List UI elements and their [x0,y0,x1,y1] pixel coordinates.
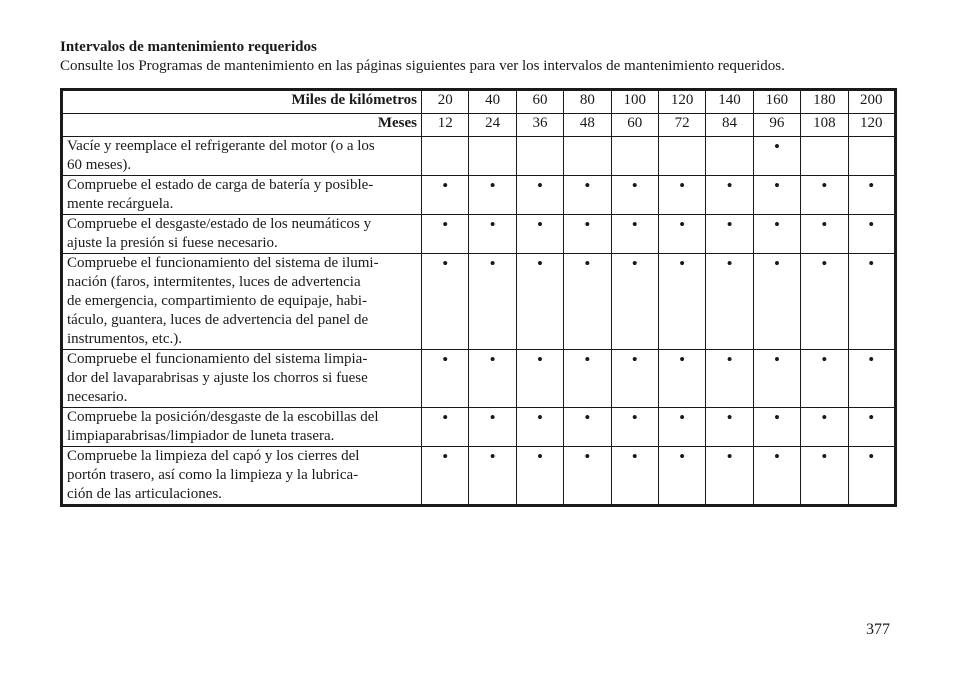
task-description [62,176,422,215]
task-description [62,215,422,254]
km-value: 120 [658,90,705,114]
month-value: 12 [422,114,469,137]
interval-mark: • [469,215,516,254]
interval-mark: • [658,447,705,506]
interval-empty [706,137,753,176]
interval-empty [422,137,469,176]
interval-mark: • [469,254,516,350]
km-value: 180 [801,90,848,114]
interval-mark: • [611,254,658,350]
interval-mark: • [706,408,753,447]
interval-mark: • [753,408,800,447]
interval-mark: • [422,176,469,215]
task-text-line: Compruebe la posición/desgaste de la escobillas del [67,409,379,425]
table-row [62,254,896,350]
task-text-line: Compruebe el funcionamiento del sistema de ilumi- [67,255,379,271]
interval-mark: • [516,176,563,215]
month-value: 60 [611,114,658,137]
interval-mark: • [564,254,611,350]
interval-mark: • [422,447,469,506]
task-text-line: Compruebe la limpieza del capó y los cierres del [67,448,360,464]
interval-mark: • [658,350,705,408]
task-text-line: Compruebe el funcionamiento del sistema limpia- [67,351,368,367]
interval-mark: • [611,447,658,506]
task-text-line: limpiaparabrisas/limpiador de luneta trasera. [67,428,335,444]
task-description [62,447,422,506]
interval-mark: • [611,215,658,254]
interval-mark: • [516,350,563,408]
interval-mark: • [848,176,895,215]
km-value: 20 [422,90,469,114]
task-description [62,350,422,408]
interval-mark: • [516,408,563,447]
interval-mark: • [753,215,800,254]
interval-mark: • [706,447,753,506]
interval-mark: • [564,408,611,447]
month-value: 48 [564,114,611,137]
interval-mark: • [422,350,469,408]
task-text-line: 60 meses). [67,157,132,173]
km-value: 100 [611,90,658,114]
km-value: 60 [516,90,563,114]
task-text-line: dor del lavaparabrisas y ajuste los chorros si fuese [67,370,368,386]
interval-mark: • [611,350,658,408]
table-body [62,90,896,506]
km-value: 160 [753,90,800,114]
page-number: 377 [866,621,890,638]
interval-empty [564,137,611,176]
interval-mark: • [564,176,611,215]
header-row-months [62,114,896,137]
km-value: 80 [564,90,611,114]
header-row-km [62,90,896,114]
interval-mark: • [753,176,800,215]
month-value: 120 [848,114,895,137]
interval-mark: • [753,254,800,350]
interval-empty [516,137,563,176]
intro-paragraph: Consulte los Programas de mantenimiento en las páginas siguientes para ver los intervalos de mantenimiento requeridos. [60,58,785,74]
table-row [62,408,896,447]
interval-mark: • [848,254,895,350]
table-row [62,447,896,506]
task-text-line: táculo, guantera, luces de advertencia del panel de [67,312,369,328]
table-row [62,215,896,254]
month-value: 108 [801,114,848,137]
interval-mark: • [753,447,800,506]
interval-mark: • [801,408,848,447]
interval-mark: • [422,254,469,350]
interval-mark: • [422,215,469,254]
task-text-line: nación (faros, intermitentes, luces de advertencia [67,274,361,290]
task-description [62,408,422,447]
interval-mark: • [706,350,753,408]
maintenance-intervals-table [60,88,897,507]
interval-mark: • [706,215,753,254]
interval-mark: • [848,350,895,408]
interval-mark: • [469,447,516,506]
interval-empty [658,137,705,176]
interval-mark: • [469,176,516,215]
interval-mark: • [658,408,705,447]
months-header-label: Meses [62,114,422,137]
interval-mark: • [801,254,848,350]
task-text-line: ajuste la presión si fuese necesario. [67,235,278,251]
interval-mark: • [848,215,895,254]
km-value: 200 [848,90,895,114]
task-text-line: de emergencia, compartimiento de equipaje, habi- [67,293,368,309]
interval-mark: • [848,408,895,447]
km-header-label: Miles de kilómetros [62,90,422,114]
interval-mark: • [516,254,563,350]
interval-mark: • [564,447,611,506]
month-value: 84 [706,114,753,137]
interval-mark: • [801,350,848,408]
interval-empty [469,137,516,176]
km-value: 140 [706,90,753,114]
interval-mark: • [564,215,611,254]
interval-mark: • [706,254,753,350]
interval-mark: • [848,447,895,506]
km-value: 40 [469,90,516,114]
interval-empty [611,137,658,176]
interval-mark: • [753,350,800,408]
interval-mark: • [801,176,848,215]
task-text-line: portón trasero, así como la limpieza y la lubrica- [67,467,359,483]
month-value: 96 [753,114,800,137]
month-value: 36 [516,114,563,137]
task-text-line: instrumentos, etc.). [67,331,182,347]
interval-mark: • [516,215,563,254]
interval-mark: • [658,254,705,350]
task-text-line: mente recárguela. [67,196,174,212]
interval-empty [801,137,848,176]
interval-mark: • [422,408,469,447]
interval-mark: • [658,176,705,215]
task-text-line: Compruebe el desgaste/estado de los neumáticos y [67,216,372,232]
task-text-line: ción de las articulaciones. [67,486,222,502]
task-text-line: necesario. [67,389,128,405]
interval-empty [848,137,895,176]
task-description [62,254,422,350]
interval-mark: • [801,215,848,254]
month-value: 24 [469,114,516,137]
interval-mark: • [611,176,658,215]
task-description [62,137,422,176]
table-row [62,350,896,408]
interval-mark: • [564,350,611,408]
interval-mark: • [753,137,800,176]
interval-mark: • [469,408,516,447]
task-text-line: Compruebe el estado de carga de batería y posible- [67,177,374,193]
interval-mark: • [611,408,658,447]
table-row [62,137,896,176]
interval-mark: • [658,215,705,254]
section-heading: Intervalos de mantenimiento requeridos [60,39,317,55]
task-text-line: Vacíe y reemplace el refrigerante del motor (o a los [67,138,375,154]
month-value: 72 [658,114,705,137]
table-row [62,176,896,215]
interval-mark: • [801,447,848,506]
interval-mark: • [516,447,563,506]
interval-mark: • [469,350,516,408]
interval-mark: • [706,176,753,215]
